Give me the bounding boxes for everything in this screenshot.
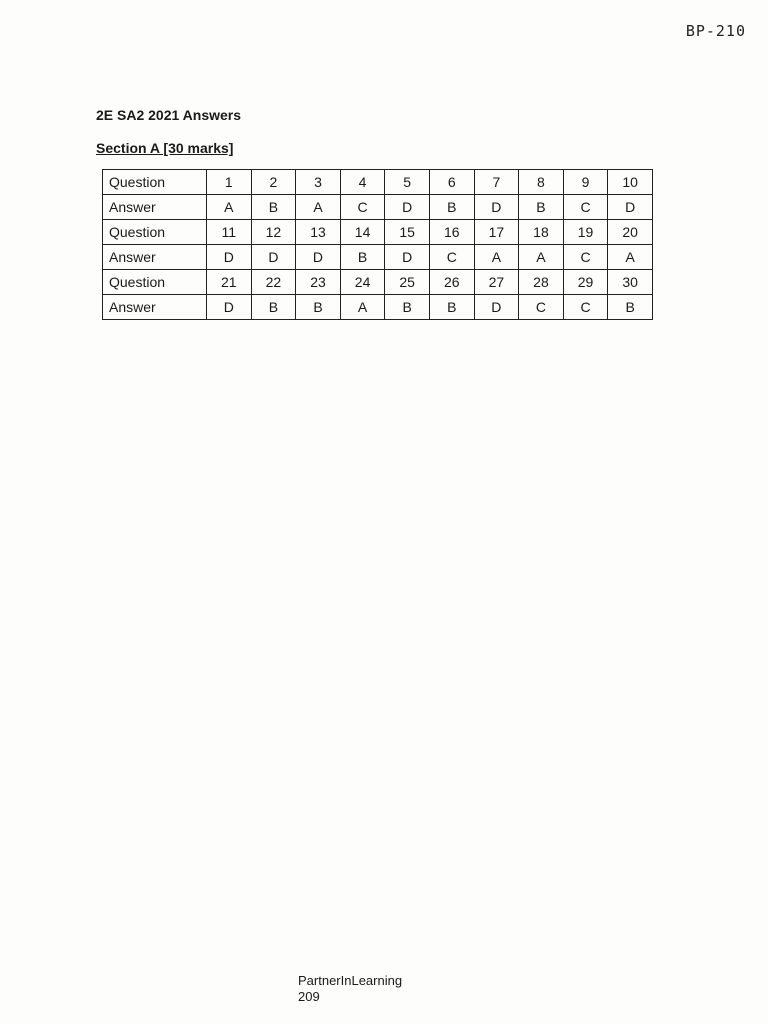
answer-cell: C	[429, 245, 474, 270]
answer-cell: A	[474, 245, 519, 270]
question-cell: 27	[474, 270, 519, 295]
answer-cell: B	[251, 195, 296, 220]
answer-table	[102, 169, 653, 320]
answer-cell: A	[340, 295, 385, 320]
answer-row-label: Answer	[103, 295, 207, 320]
question-cell: 8	[519, 170, 564, 195]
question-cell: 25	[385, 270, 430, 295]
answer-cell: D	[385, 245, 430, 270]
answer-cell: B	[429, 195, 474, 220]
answer-cell: B	[385, 295, 430, 320]
question-row	[103, 270, 653, 295]
question-cell: 14	[340, 220, 385, 245]
footer-page-number: 209	[298, 989, 320, 1004]
answer-cell: C	[563, 245, 608, 270]
question-cell: 28	[519, 270, 564, 295]
answer-cell: A	[207, 195, 252, 220]
answer-row	[103, 245, 653, 270]
question-cell: 4	[340, 170, 385, 195]
question-cell: 19	[563, 220, 608, 245]
answer-cell: D	[207, 245, 252, 270]
answer-cell: D	[474, 295, 519, 320]
question-cell: 22	[251, 270, 296, 295]
answer-cell: B	[429, 295, 474, 320]
answer-cell: C	[563, 295, 608, 320]
answer-row-label: Answer	[103, 195, 207, 220]
question-cell: 2	[251, 170, 296, 195]
document-title: 2E SA2 2021 Answers	[96, 107, 242, 123]
answer-cell: B	[340, 245, 385, 270]
question-cell: 7	[474, 170, 519, 195]
answer-cell: D	[251, 245, 296, 270]
answer-cell: D	[385, 195, 430, 220]
answer-cell: B	[296, 295, 341, 320]
answer-cell: C	[563, 195, 608, 220]
question-cell: 3	[296, 170, 341, 195]
question-cell: 5	[385, 170, 430, 195]
footer-publisher: PartnerInLearning	[298, 973, 403, 988]
question-cell: 23	[296, 270, 341, 295]
question-row-label: Question	[103, 270, 207, 295]
question-row-label: Question	[103, 220, 207, 245]
answer-row-label: Answer	[103, 245, 207, 270]
question-cell: 16	[429, 220, 474, 245]
answer-cell: A	[608, 245, 653, 270]
question-cell: 15	[385, 220, 430, 245]
footer	[298, 973, 402, 1005]
answer-row	[103, 195, 653, 220]
question-cell: 1	[207, 170, 252, 195]
question-cell: 26	[429, 270, 474, 295]
question-cell: 17	[474, 220, 519, 245]
answer-row	[103, 295, 653, 320]
answer-cell: C	[519, 295, 564, 320]
question-cell: 21	[207, 270, 252, 295]
question-cell: 9	[563, 170, 608, 195]
question-cell: 12	[251, 220, 296, 245]
answer-cell: A	[519, 245, 564, 270]
question-cell: 10	[608, 170, 653, 195]
question-cell: 29	[563, 270, 608, 295]
answer-cell: D	[207, 295, 252, 320]
section-heading: Section A [30 marks]	[96, 140, 234, 156]
answer-cell: B	[251, 295, 296, 320]
answer-cell: B	[519, 195, 564, 220]
question-cell: 13	[296, 220, 341, 245]
answer-cell: D	[608, 195, 653, 220]
question-cell: 20	[608, 220, 653, 245]
question-cell: 11	[207, 220, 252, 245]
answer-cell: C	[340, 195, 385, 220]
question-cell: 6	[429, 170, 474, 195]
question-row	[103, 170, 653, 195]
question-cell: 30	[608, 270, 653, 295]
answer-cell: D	[296, 245, 341, 270]
answer-cell: A	[296, 195, 341, 220]
answer-table-body	[103, 170, 653, 320]
question-cell: 24	[340, 270, 385, 295]
question-cell: 18	[519, 220, 564, 245]
answer-cell: D	[474, 195, 519, 220]
answer-cell: B	[608, 295, 653, 320]
question-row-label: Question	[103, 170, 207, 195]
question-row	[103, 220, 653, 245]
page-code: BP-210	[685, 22, 746, 40]
